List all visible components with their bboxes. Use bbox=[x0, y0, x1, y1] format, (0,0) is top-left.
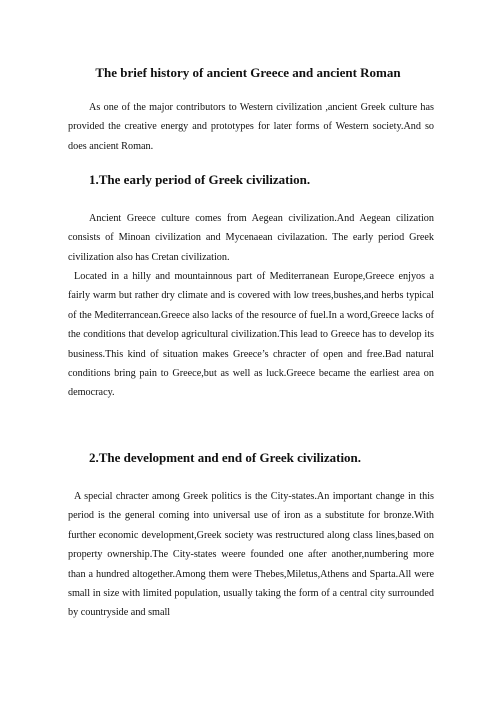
section-2-heading: 2.The development and end of Greek civilization. bbox=[89, 450, 362, 465]
section-1-paragraph-2: Located in a hilly and mountainnous part of Mediterranean Europe,Greece enjyos a fairly warm but rather dry climate and is covered with low trees,bushes,and herbs typical of the Mediterrancean.Greece also lacks of the resource of fuel.In a word,Greece lacks of the conditions that develop agricultural civilization.This lead to Greece has to develop its business.This kind of situation makes Greece’s chracter of open and free.Bad natural conditions bring pain to Greece,but as well as luck.Greece became the earliest area on democracy. bbox=[68, 271, 434, 399]
section-1-heading: 1.The early period of Greek civilization. bbox=[89, 172, 311, 187]
intro-paragraph: As one of the major contributors to Western civilization ,ancient Greek culture has provided the creative energy and prototypes for later forms of Western society.And so does ancient Roman. bbox=[68, 102, 434, 152]
section-1-paragraph-1: Ancient Greece culture comes from Aegean civilization.And Aegean cilization consists of Minoan civilization and Mycenaean civilazation. The early period Greek civilization also has Cretan civilization. bbox=[68, 213, 434, 263]
section-2-paragraph-1: A special chracter among Greek politics is the City-states.An important change in this period is the general coming into universal use of iron as a substitute for bronze.With further economic development,Greek society was restructured along class lines,based on property ownership.The City-states weere founded one after another,numbering more than a hundred altogether.Among them were Thebes,Miletus,Athens and Sparta.All were small in size with limited population, usually taking the form of a central city surrounded by countryside and small bbox=[68, 491, 434, 619]
document-title: The brief history of ancient Greece and ancient Roman bbox=[95, 65, 401, 80]
